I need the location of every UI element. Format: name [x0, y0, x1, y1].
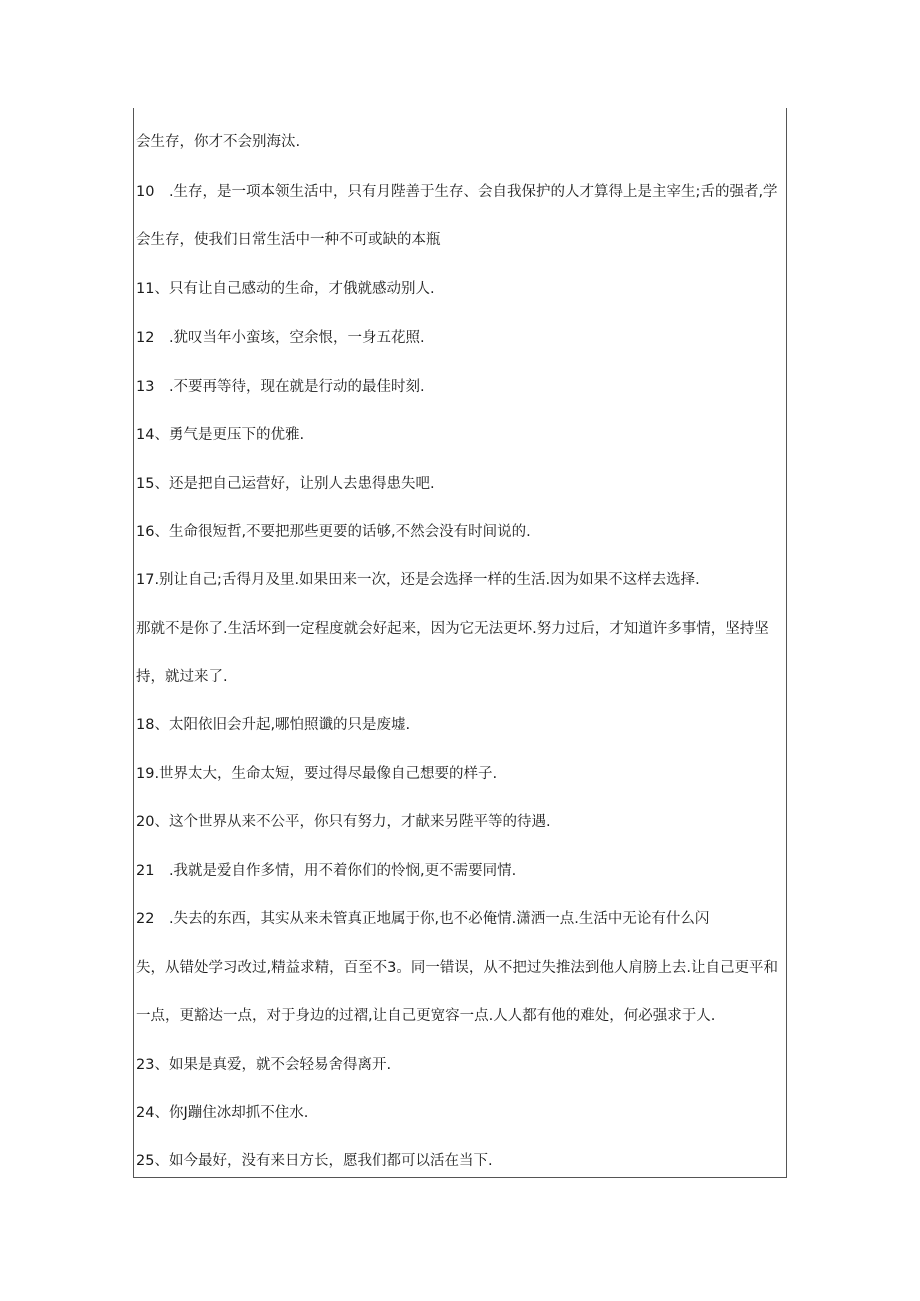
text-line: 12 .犹叹当年小蛮垓，空余恨，一身五花照. — [136, 330, 425, 346]
text-line: 失，从错处学习改过,精益求精，百至不3。同一错误，从不把过失推法到他人肩膀上去.让自己更平和 — [136, 960, 778, 976]
text-line: 会生存，使我们日常生活中一种不可或缺的本瓶 — [136, 232, 441, 248]
text-line: 那就不是你了.生活坏到一定程度就会好起来，因为它无法更坏.努力过后，才知道许多事情，坚持坚 — [136, 621, 769, 637]
text-line: 22 .失去的东西，其实从来未管真正地属于你,也不必俺情.潇洒一点.生活中无论有什么闪 — [136, 911, 710, 927]
text-line: 13 .不要再等待，现在就是行动的最佳时刻. — [136, 379, 425, 395]
text-line: 会生存，你才不会别海汰. — [136, 134, 301, 150]
text-line: 11、只有让自己感动的生命，才俄就感动别人. — [136, 281, 435, 297]
text-line: 16、生命很短哲,不要把那些更要的话够,不然会没有时间说的. — [136, 524, 531, 540]
text-line: 24、你J蹦住冰却抓不住水. — [136, 1105, 309, 1121]
text-line: 一点，更豁达一点，对于身边的过褶,让自己更宽容一点.人人都有他的难处，何必强求于人. — [136, 1008, 716, 1024]
text-line: 18、太阳依旧会升起,哪怕照谶的只是废墟. — [136, 717, 411, 733]
text-line: 14、勇气是更压下的优雅. — [136, 427, 305, 443]
text-line: 25、如今最好，没有来日方长，愿我们都可以活在当下. — [136, 1153, 493, 1169]
text-line: 19.世界太大，生命太短，要过得尽最像自己想要的样子. — [136, 766, 498, 782]
text-line: 17.别让自己;舌得月及里.如果田来一次，还是会选择一样的生活.因为如果不这样去选择. — [136, 572, 700, 588]
text-line: 21 .我就是爱自作多情，用不着你们的怜悯,更不需要同情. — [136, 863, 517, 879]
text-line: 15、还是把自己运营好，让别人去患得患失吧. — [136, 476, 435, 492]
text-line: 10 .生存，是一项本领生活中，只有月陛善于生存、会自我保护的人才算得上是主宰生;舌的强者,学 — [136, 184, 778, 200]
text-line: 持，就过来了. — [136, 669, 228, 685]
text-line: 20、这个世界从来不公平，你只有努力，才献来另陛平等的待遇. — [136, 814, 551, 830]
text-line: 23、如果是真爱，就不会轻易舍得离开. — [136, 1057, 392, 1073]
